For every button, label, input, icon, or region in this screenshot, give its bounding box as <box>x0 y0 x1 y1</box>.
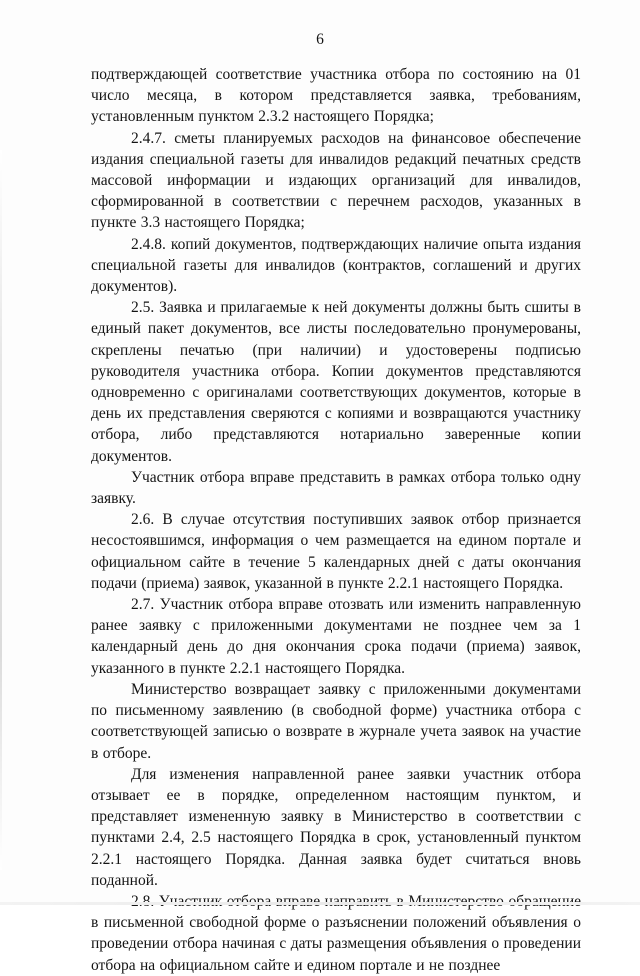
paragraph-2-4-7: 2.4.7. сметы планируемых расходов на финансовое обеспечение издания специальной газеты для инвалидов редакций печатных средств массовой информации и издающих организаций для инвалидов, сформированной в соответствии с перечнем расходов, указанных в пункте 3.3 настоящего Порядка; <box>91 129 581 232</box>
paragraph-ministry-return: Министерство возвращает заявку с приложенными документами по письменному заявлению (в свободной форме) участника отбора с соответствующей записью о возврате в журнале учета заявок на участие в отборе. <box>91 680 581 762</box>
paragraph-continuation: подтверждающей соответствие участника отбора по состоянию на 01 число месяца, в котором представляется заявка, требованиям, установленным пунктом 2.3.2 настоящего Порядка; <box>91 66 581 126</box>
paragraph-2-8: в письменной свободной форме о разъяснении положений объявления о проведении отбора начиная с даты размещения объявления о проведении отбора на официальном сайте и едином портале и не позднее <box>91 914 581 974</box>
paragraph-2-5: 2.5. Заявка и прилагаемые к ней документы должны быть сшиты в единый пакет документов, все листы последовательно пронумерованы, скреплены печатью (при наличии) и удостоверены подписью руководителя участника отбора. Копии документов представляются одновременно с оригиналами соответствующих документов, которые в день их представления сверяются с копиями и возвращаются участнику отбора, либо представляются нотариально заверенные копии документов. <box>91 299 581 465</box>
paragraph-2-7: 2.7. Участник отбора вправе отозвать или изменить направленную ранее заявку с приложенными документами не позднее чем за 1 календарный день до дня окончания срока подачи (приема) заявок, указанного в пункте 2.2.1 настоящего Порядка. <box>91 596 581 677</box>
scan-edge-left <box>0 150 2 870</box>
paragraph-single-application: Участник отбора вправе представить в рамках отбора только одну заявку. <box>91 468 581 508</box>
paragraph-2-6: 2.6. В случае отсутствия поступивших заявок отбор признается несостоявшимся, информация о чем размещается на едином портале и официальном сайте в течение 5 календарных дней с даты окончания подачи (приема) заявок, указанной в пункте 2.2.1 настоящего Порядка. <box>91 511 581 592</box>
paragraph-application-change: Для изменения направленной ранее заявки участник отбора отзывает ее в порядке, определенном настоящим пунктом, и представляет измененную заявку в Министерство в соответствии с пунктами 2.4, 2.5 настоящего Порядка в срок, установленный пунктом 2.2.1 настоящего Порядка. Данная заявка будет считаться вновь поданной. <box>91 765 581 889</box>
paragraph-2-4-8: 2.4.8. копий документов, подтверждающих наличие опыта издания специальной газеты для инвалидов (контрактов, соглашений и других документов). <box>91 235 581 296</box>
page-number: 6 <box>316 31 324 48</box>
document-body <box>91 64 581 976</box>
